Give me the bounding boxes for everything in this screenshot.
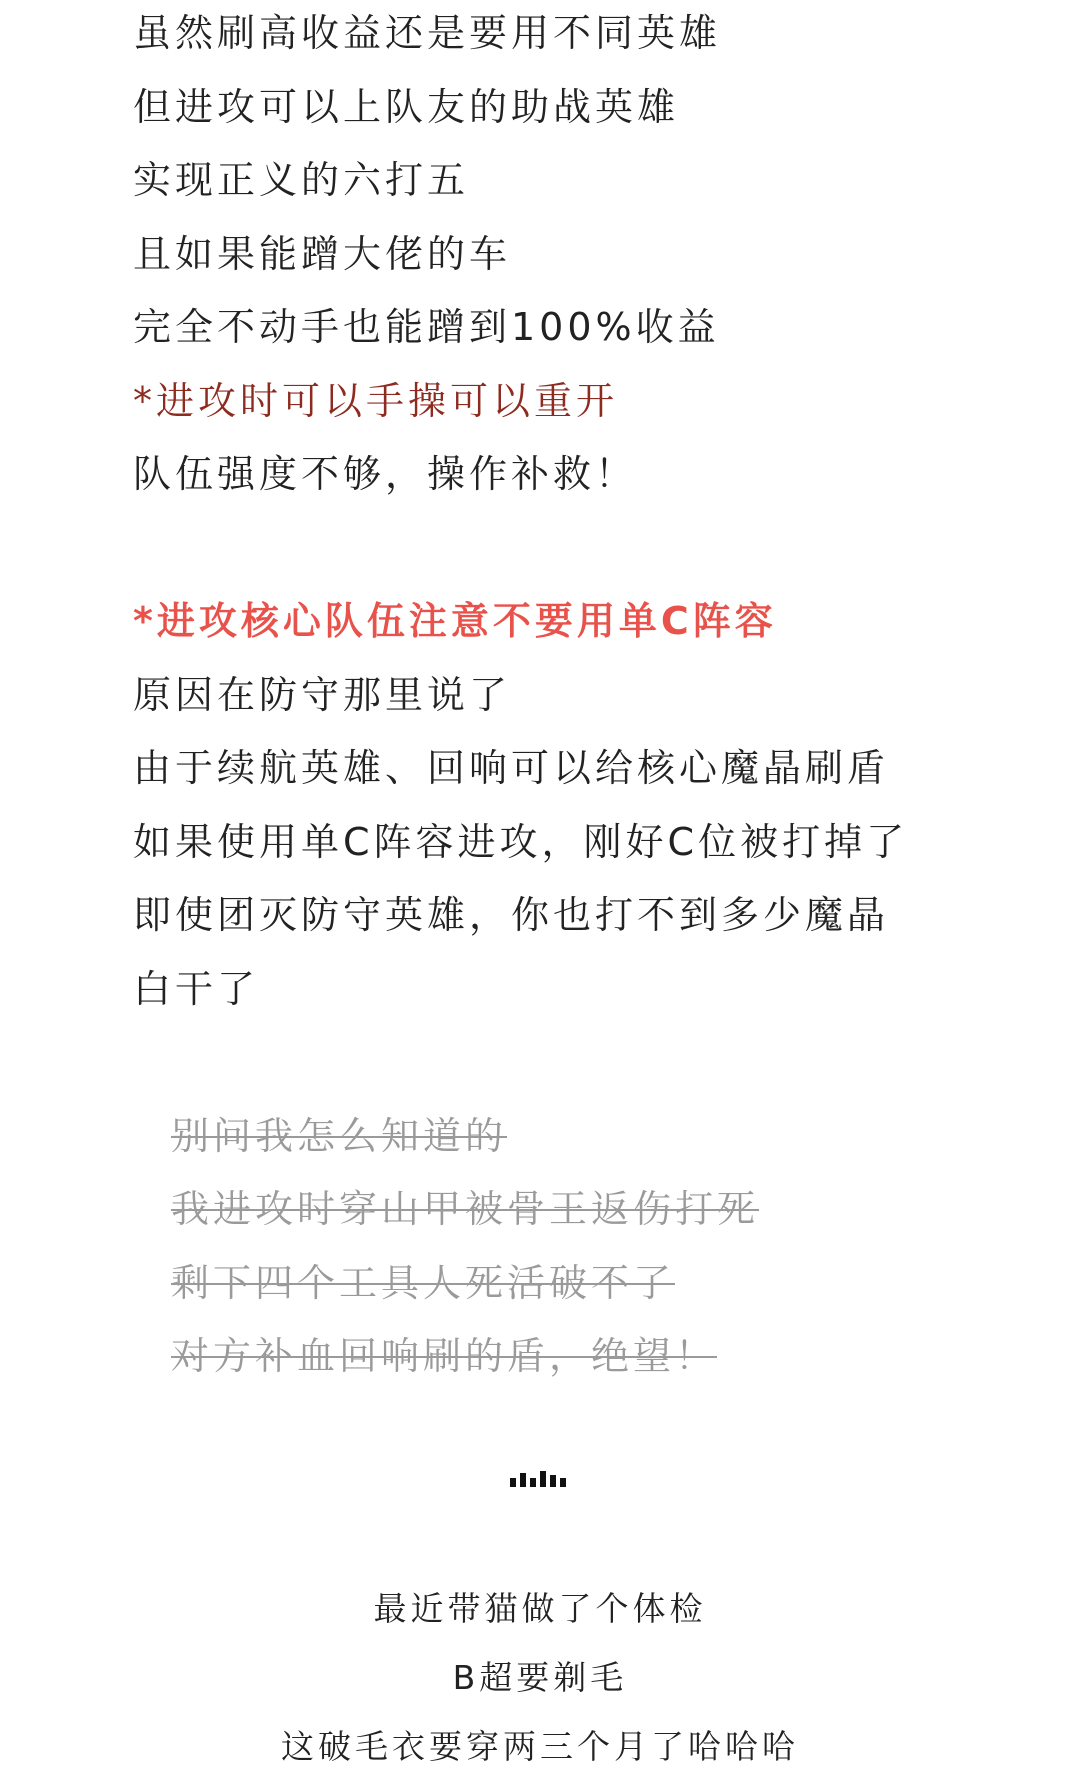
- struck-line: 剩下四个工具人死活破不了: [171, 1260, 676, 1305]
- text-line: 如果使用单C阵容进攻，刚好C位被打掉了: [133, 819, 909, 864]
- highlight-note-warning: *进攻核心队伍注意不要用单C阵容: [133, 599, 777, 643]
- text-line: 但进攻可以上队友的助战英雄: [133, 84, 680, 129]
- bar-divider-icon: [508, 1469, 572, 1489]
- caption-line: 这破毛衣要穿两三个月了哈哈哈: [281, 1727, 799, 1766]
- text-line: 实现正义的六打五: [133, 158, 470, 202]
- text-line: 原因在防守那里说了: [133, 672, 512, 717]
- blank-line: [133, 1026, 1053, 1100]
- article-body: [133, 0, 1053, 1394]
- text-line: 且如果能蹭大佬的车: [133, 231, 512, 276]
- struck-line: 我进攻时穿山甲被骨王返伤打死: [171, 1187, 760, 1231]
- highlight-note-retry: *进攻时可以手操可以重开: [133, 378, 619, 423]
- text-line: 由于续航英雄、回响可以给核心魔晶刷盾: [133, 746, 890, 790]
- text-line: 即使团灭防守英雄，你也打不到多少魔晶: [133, 893, 890, 937]
- blank-line: [133, 512, 1053, 586]
- centered-caption: [0, 1574, 1080, 1781]
- struck-line: 别问我怎么知道的: [171, 1113, 508, 1158]
- struck-through-aside: [133, 1100, 1053, 1394]
- text-line: 队伍强度不够，操作补救！: [133, 452, 638, 496]
- struck-line: 对方补血回响刷的盾，绝望！: [171, 1334, 718, 1378]
- text-line: 白干了: [133, 966, 260, 1011]
- text-line: 完全不动手也能蹭到100%收益: [133, 305, 720, 349]
- caption-line: B超要剃毛: [452, 1658, 628, 1697]
- caption-line: 最近带猫做了个体检: [373, 1589, 707, 1628]
- text-line: 虽然刷高收益还是要用不同英雄: [133, 11, 722, 55]
